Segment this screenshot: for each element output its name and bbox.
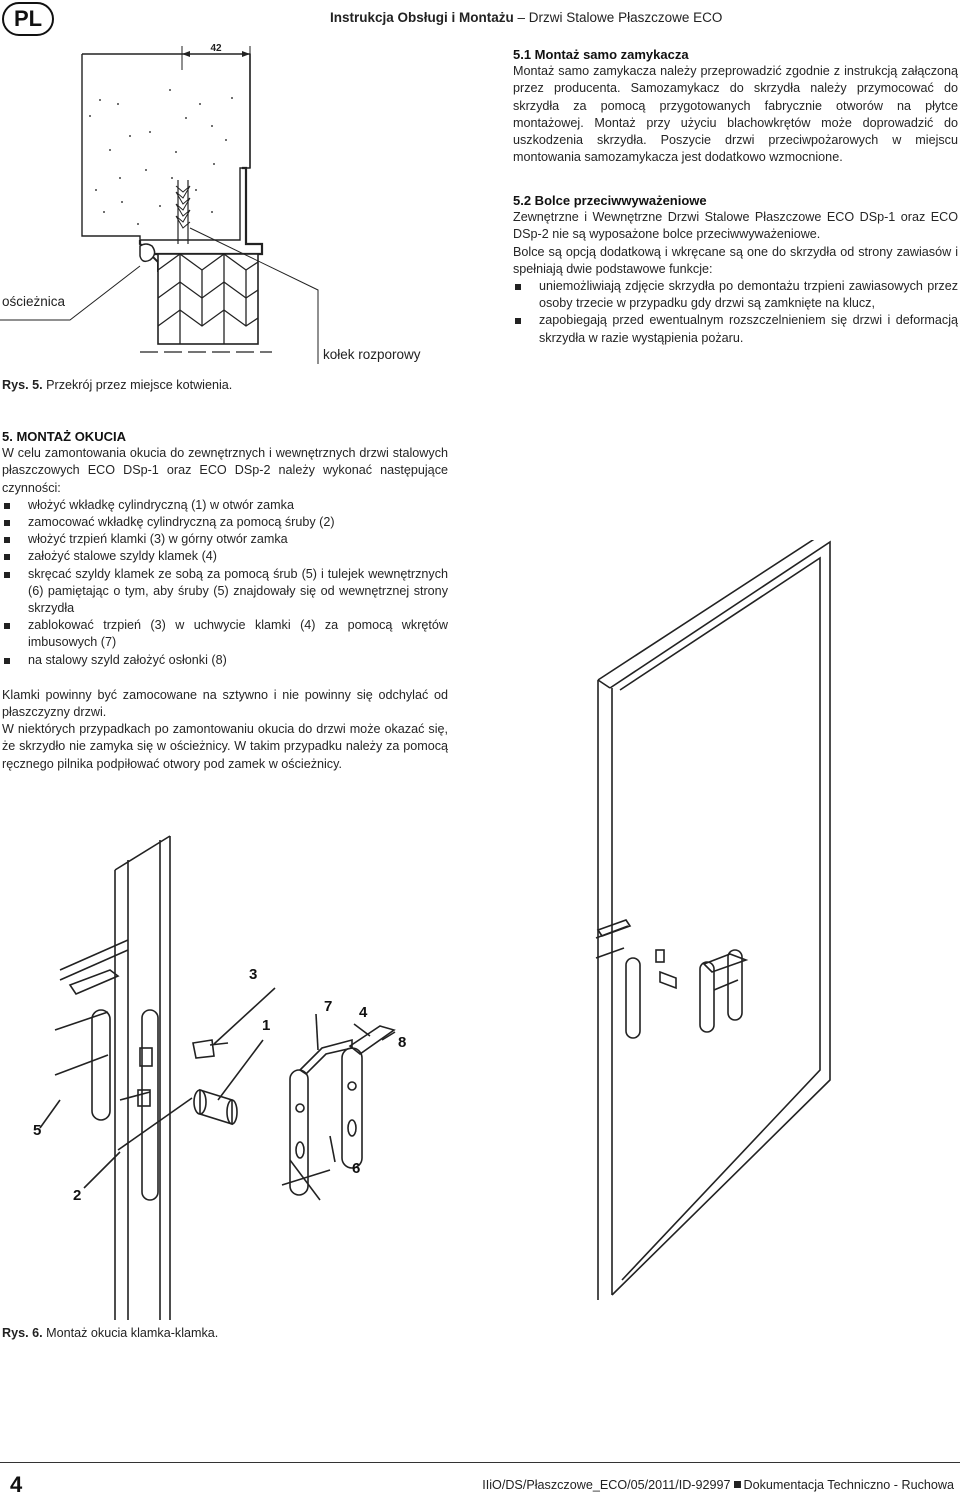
page-header xyxy=(330,10,722,25)
figure-6-caption xyxy=(2,1326,218,1340)
part-number-label: 1 xyxy=(262,1017,271,1034)
list-item: zapobiegają przed ewentualnym rozszczelnieniem się drzwi i deformacją skrzydła w razie wystąpienia pożaru. xyxy=(513,312,958,346)
list-item: włożyć trzpień klamki (3) w górny otwór zamka xyxy=(2,531,448,548)
footer-info xyxy=(482,1478,954,1492)
door-hardware-figure xyxy=(0,540,960,1320)
list-item: włożyć wkładkę cylindryczną (1) w otwór zamka xyxy=(2,497,448,514)
section-5-2-para2: Bolce są opcją dodatkową i wkręcane są one do skrzydła od strony zawiasów i spełniają dwie podstawowe funkcje: xyxy=(513,244,958,276)
section-5-para3: W niektórych przypadkach po zamontowaniu okucia do drzwi może okazać się, że skrzydło nie zamyka się w ościeżnicy. W takim przypadku należy za pomocą ręcznego pilnika podpiłować otwory pod zamek w ościeżnicy. xyxy=(2,722,448,771)
section-5-1-heading: 5.1 Montaż samo zamykacza xyxy=(513,47,689,62)
part-number-label: 6 xyxy=(352,1160,361,1177)
list-item: skręcać szyldy klamek ze sobą za pomocą śrub (5) i tulejek wewnętrznych (6) pamiętając o tym, aby śruby (5) znajdowały się od wewnętrznej strony skrzydła xyxy=(2,566,448,618)
section-5-intro: W celu zamontowania okucia do zewnętrznych i wewnętrznych drzwi stalowych płaszczowych ECO DSp-1 oraz ECO DSp-2 należy wykonać następujące czynności: xyxy=(2,446,448,495)
part-number-label: 2 xyxy=(73,1187,82,1204)
part-number-label: 8 xyxy=(398,1034,407,1051)
part-number-label: 5 xyxy=(33,1122,42,1139)
header-title: Instrukcja Obsługi i Montażu xyxy=(330,10,514,25)
part-number-label: 4 xyxy=(359,1004,368,1021)
section-5-1 xyxy=(513,46,958,166)
section-5-2-list xyxy=(513,278,958,347)
section-5-heading: 5. MONTAŻ OKUCIA xyxy=(2,429,126,444)
list-item: zablokować trzpień (3) w uchwycie klamki (4) za pomocą wkrętów imbusowych (7) xyxy=(2,617,448,651)
part-number-label: 7 xyxy=(324,998,333,1015)
language-badge: PL xyxy=(2,2,54,36)
square-separator-icon xyxy=(734,1481,741,1488)
list-item: założyć stalowe szyldy klamek (4) xyxy=(2,548,448,565)
figure-6-title: Montaż okucia klamka-klamka. xyxy=(42,1326,219,1340)
section-5-2-para1: Zewnętrzne i Wewnętrzne Drzwi Stalowe Płaszczowe ECO DSp-1 oraz ECO DSp-2 nie są wyposażone bolce przeciwwyważeniowe. xyxy=(513,210,958,242)
header-subtitle: – Drzwi Stalowe Płaszczowe ECO xyxy=(513,10,723,25)
document-type: Dokumentacja Techniczno - Ruchowa xyxy=(743,1478,954,1492)
footer-divider xyxy=(0,1462,960,1463)
document-code: IIiO/DS/Płaszczowe_ECO/05/2011/ID-92997 xyxy=(482,1478,731,1492)
page-number: 4 xyxy=(10,1472,23,1497)
figure-5-caption xyxy=(2,378,232,392)
figure-5-title: Przekrój przez miejsce kotwienia. xyxy=(42,378,233,392)
frame-label: ościeżnica xyxy=(2,294,66,309)
list-item: na stalowy szyld założyć osłonki (8) xyxy=(2,652,448,669)
list-item: zamocować wkładkę cylindryczną za pomocą śruby (2) xyxy=(2,514,448,531)
part-number-label: 3 xyxy=(249,966,258,983)
dimension-value: 42 xyxy=(210,43,222,54)
figure-5-number: Rys. 5. xyxy=(2,378,43,392)
list-item: uniemożliwiają zdjęcie skrzydła po demontażu trzpieni zawiasowych przez osoby trzecie w przypadku gdy drzwi są zamknięte na klucz, xyxy=(513,278,958,312)
dowel-label: kołek rozporowy xyxy=(323,347,421,362)
figure-6-number: Rys. 6. xyxy=(2,1326,43,1340)
section-5-1-body: Montaż samo zamykacza należy przeprowadzić zgodnie z instrukcją załączoną przez producenta. Samozamykacz do skrzydła należy przymocować do skrzydła za pomocą przygotowanych fabrycznie otworów na płytce montażowej. Montaż przy użyciu blachowkrętów może doprowadzić do uszkodzenia skrzydła. Poszycie drzwi przeciwpożarowych w miejscu montowania samozamykacza jest dodatkowo wzmocnione. xyxy=(513,64,958,165)
section-5-2-heading: 5.2 Bolce przeciwwyważeniowe xyxy=(513,193,707,208)
anchoring-cross-section-figure xyxy=(0,40,330,370)
section-5-2 xyxy=(513,192,958,347)
section-5-para2: Klamki powinny być zamocowane na sztywno i nie powinny się odchylać od płaszczyzny drzwi. xyxy=(2,687,448,720)
